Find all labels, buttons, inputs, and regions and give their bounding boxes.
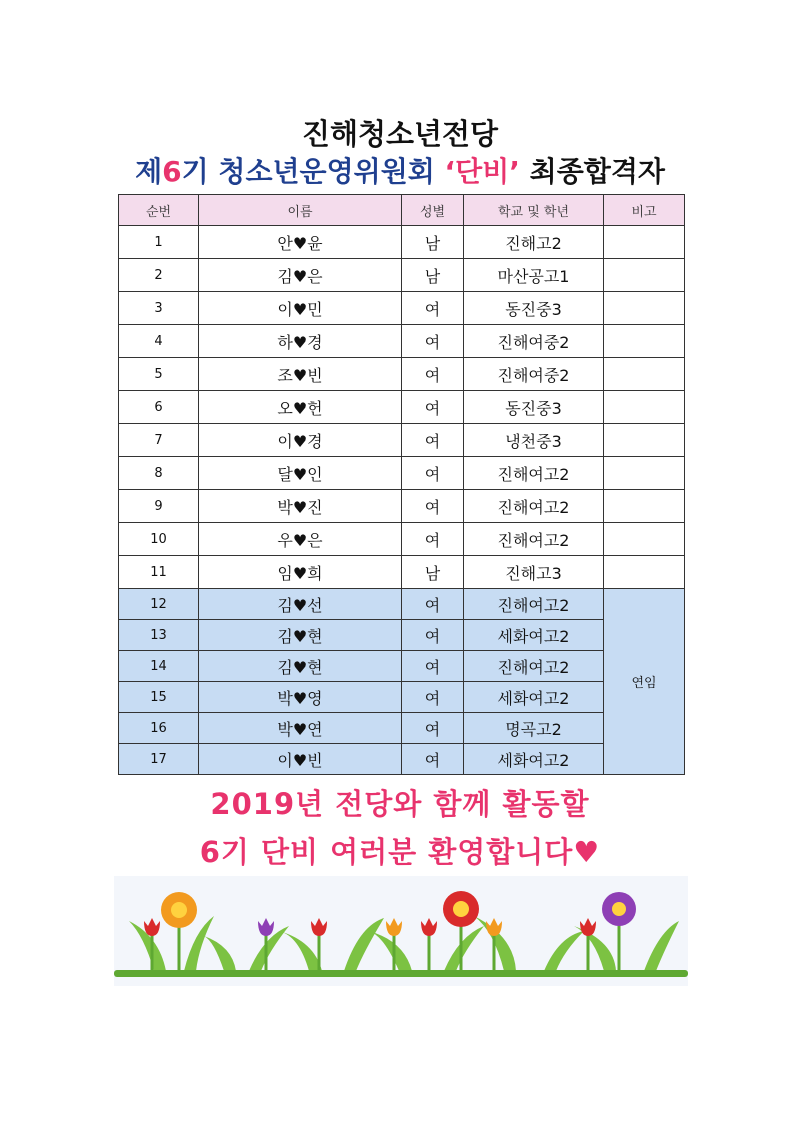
cell-name: 이♥빈: [199, 744, 402, 775]
cell-school: 진해여고2: [464, 651, 604, 682]
table-row: [119, 391, 685, 424]
cell-school: 진해여고2: [464, 589, 604, 620]
cell-name: 김♥선: [199, 589, 402, 620]
cell-school: 진해여고2: [464, 490, 604, 523]
cell-note: [604, 457, 685, 490]
cell-school: 동진중3: [464, 391, 604, 424]
table-row: [119, 325, 685, 358]
flower-garden-icon: [114, 876, 688, 986]
cell-number: 14: [119, 651, 199, 682]
cell-school: 마산공고1: [464, 259, 604, 292]
cell-name: 이♥경: [199, 424, 402, 457]
subtitle-middle: 기 청소년운영위원회: [181, 155, 445, 188]
cell-school: 세화여고2: [464, 744, 604, 775]
table-header-row: [119, 195, 685, 226]
cell-gender: 여: [402, 744, 464, 775]
cell-gender: 여: [402, 325, 464, 358]
cell-school: 동진중3: [464, 292, 604, 325]
cell-school: 세화여고2: [464, 620, 604, 651]
cell-name: 안♥윤: [199, 226, 402, 259]
cell-number: 2: [119, 259, 199, 292]
cell-number: 8: [119, 457, 199, 490]
subtitle-team-name: ‘단비’: [444, 155, 520, 188]
cell-name: 김♥현: [199, 651, 402, 682]
cell-gender: 여: [402, 713, 464, 744]
cell-name: 이♥민: [199, 292, 402, 325]
cell-name: 임♥희: [199, 556, 402, 589]
cell-number: 12: [119, 589, 199, 620]
cell-note: [604, 226, 685, 259]
cell-name: 박♥연: [199, 713, 402, 744]
table-row: [119, 682, 685, 713]
cell-note: [604, 490, 685, 523]
cell-gender: 남: [402, 556, 464, 589]
table-row: [119, 457, 685, 490]
table-row: [119, 523, 685, 556]
welcome-message-line2: 6기 단비 여러분 환영합니다♥: [199, 835, 601, 869]
cell-note: [604, 358, 685, 391]
table-row: [119, 713, 685, 744]
column-header-name: 이름: [199, 195, 402, 226]
cell-name: 하♥경: [199, 325, 402, 358]
column-header-note: 비고: [604, 195, 685, 226]
page-subtitle: [0, 150, 800, 190]
cell-gender: 여: [402, 391, 464, 424]
cell-note: [604, 391, 685, 424]
table-row: [119, 424, 685, 457]
cell-note: [604, 424, 685, 457]
cell-number: 9: [119, 490, 199, 523]
table-row: [119, 292, 685, 325]
cell-number: 3: [119, 292, 199, 325]
cell-note: [604, 259, 685, 292]
cell-number: 5: [119, 358, 199, 391]
cell-number: 7: [119, 424, 199, 457]
cell-gender: 여: [402, 457, 464, 490]
table-row: [119, 651, 685, 682]
cell-school: 명곡고2: [464, 713, 604, 744]
subtitle-suffix: 최종합격자: [519, 155, 665, 188]
cell-gender: 여: [402, 358, 464, 391]
cell-gender: 남: [402, 226, 464, 259]
cell-note-reappointed: 연임: [604, 589, 685, 775]
cell-gender: 여: [402, 620, 464, 651]
cell-number: 13: [119, 620, 199, 651]
cell-number: 15: [119, 682, 199, 713]
cell-gender: 여: [402, 523, 464, 556]
cell-gender: 여: [402, 292, 464, 325]
cell-gender: 남: [402, 259, 464, 292]
cell-name: 박♥영: [199, 682, 402, 713]
cell-school: 진해여중2: [464, 358, 604, 391]
cell-gender: 여: [402, 682, 464, 713]
subtitle-prefix: 제: [135, 155, 163, 188]
cell-gender: 여: [402, 424, 464, 457]
table-row: [119, 358, 685, 391]
welcome-message-line1: 2019년 전당와 함께 활동할: [210, 787, 590, 821]
table-row: [119, 744, 685, 775]
cell-name: 김♥은: [199, 259, 402, 292]
cell-school: 진해고2: [464, 226, 604, 259]
column-header-school: 학교 및 학년: [464, 195, 604, 226]
cell-name: 오♥헌: [199, 391, 402, 424]
page-title: 진해청소년전당: [301, 117, 499, 151]
table-row: [119, 556, 685, 589]
column-header-gender: 성별: [402, 195, 464, 226]
cell-number: 16: [119, 713, 199, 744]
cell-gender: 여: [402, 651, 464, 682]
cell-name: 박♥진: [199, 490, 402, 523]
cell-name: 김♥현: [199, 620, 402, 651]
table-row: [119, 490, 685, 523]
table-row: [119, 620, 685, 651]
cell-number: 17: [119, 744, 199, 775]
cell-name: 우♥은: [199, 523, 402, 556]
cell-school: 진해여고2: [464, 457, 604, 490]
cell-note: [604, 325, 685, 358]
cell-number: 6: [119, 391, 199, 424]
cell-gender: 여: [402, 589, 464, 620]
cell-school: 진해여중2: [464, 325, 604, 358]
cell-note: [604, 523, 685, 556]
cell-school: 세화여고2: [464, 682, 604, 713]
cell-number: 11: [119, 556, 199, 589]
column-header-number: 순번: [119, 195, 199, 226]
cell-name: 조♥빈: [199, 358, 402, 391]
subtitle-number: 6: [162, 155, 182, 188]
member-table: [118, 194, 685, 775]
cell-note: [604, 292, 685, 325]
cell-school: 진해고3: [464, 556, 604, 589]
cell-gender: 여: [402, 490, 464, 523]
table-row: [119, 259, 685, 292]
cell-note: [604, 556, 685, 589]
table-row: [119, 226, 685, 259]
table-row: [119, 589, 685, 620]
cell-name: 달♥인: [199, 457, 402, 490]
cell-number: 4: [119, 325, 199, 358]
cell-number: 10: [119, 523, 199, 556]
cell-number: 1: [119, 226, 199, 259]
cell-school: 진해여고2: [464, 523, 604, 556]
cell-school: 냉천중3: [464, 424, 604, 457]
